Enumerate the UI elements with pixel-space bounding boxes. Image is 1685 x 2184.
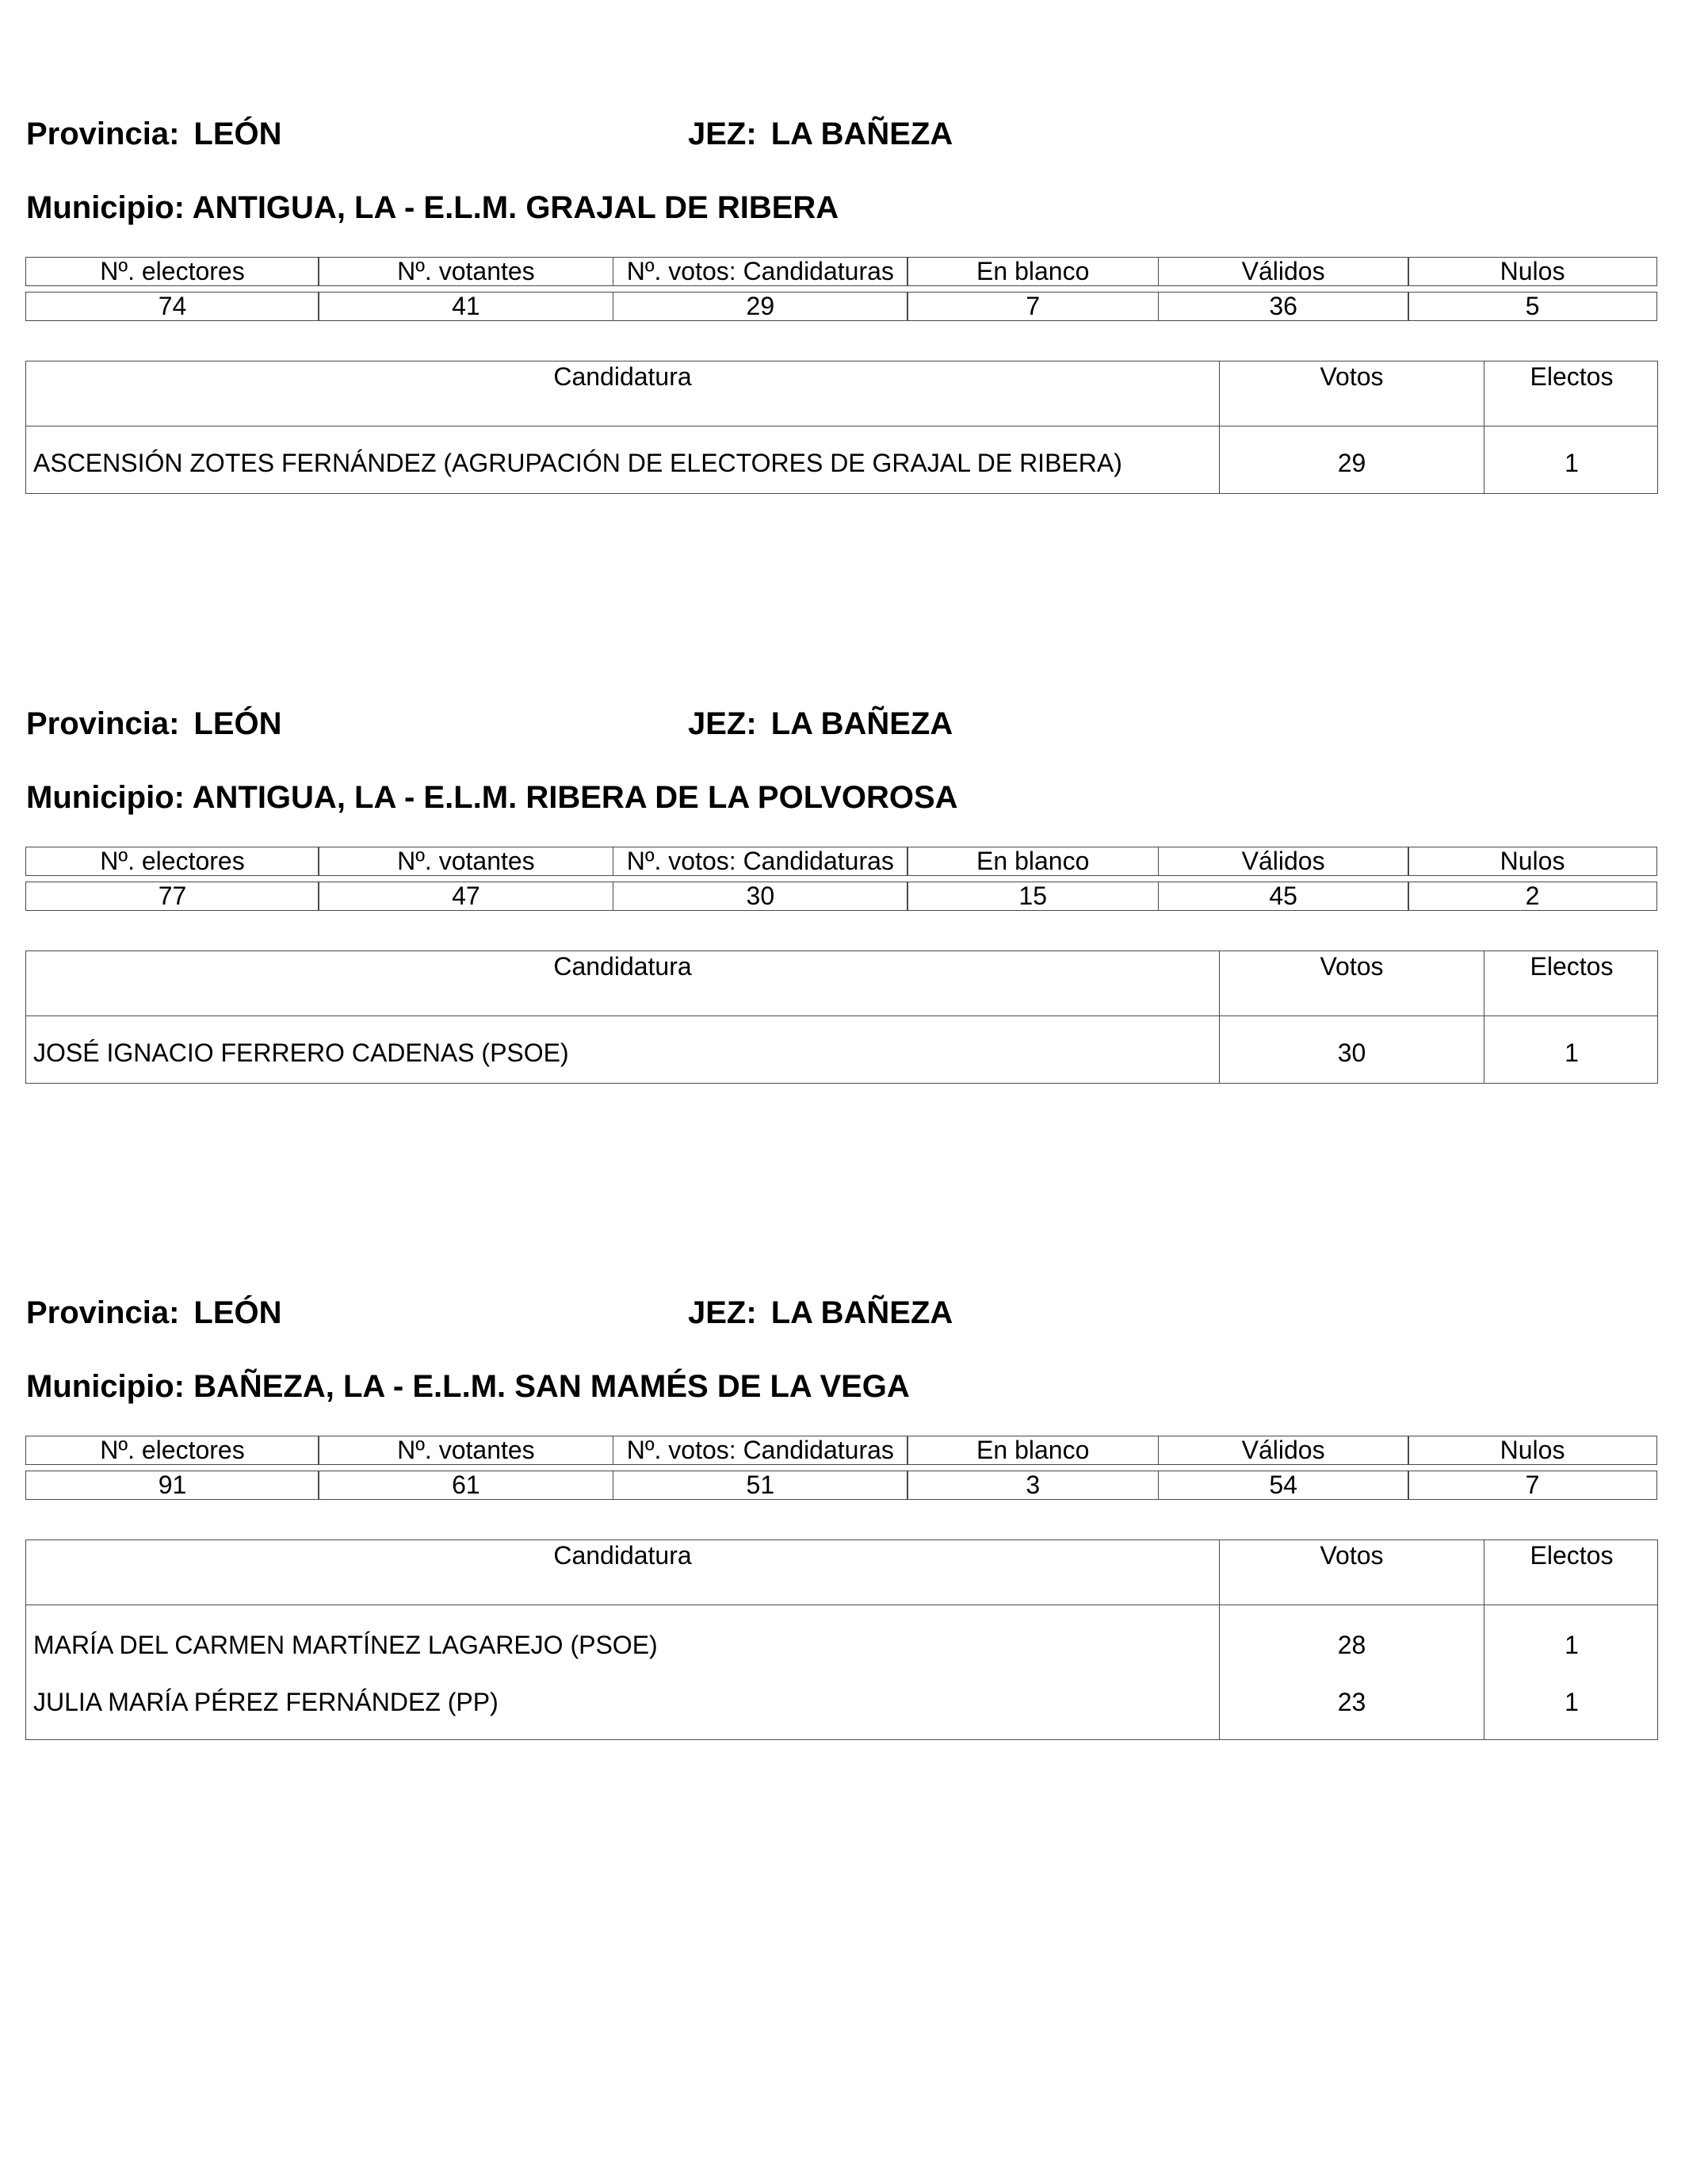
jez-heading: JEZ: LA BAÑEZA bbox=[688, 1295, 953, 1330]
result-section bbox=[0, 1179, 1685, 1750]
candidatura-header: Candidatura bbox=[553, 1541, 692, 1570]
jez-value: LA BAÑEZA bbox=[770, 706, 953, 741]
candidate-votos: 29 bbox=[1219, 426, 1484, 493]
summary-header-row bbox=[25, 847, 1658, 876]
summary-header-cell: En blanco bbox=[907, 847, 1159, 876]
candidate-electos: 1 bbox=[1484, 1677, 1659, 1739]
votos-header: Votos bbox=[1219, 1540, 1484, 1605]
summary-header-cell: Nº. votos: Candidaturas bbox=[613, 847, 908, 876]
provincia-value: LEÓN bbox=[193, 706, 282, 741]
summary-value-row bbox=[25, 882, 1658, 911]
votos-header: Votos bbox=[1219, 951, 1484, 1016]
summary-header-cell: Nº. electores bbox=[25, 847, 319, 876]
summary-table bbox=[25, 257, 1658, 323]
summary-value-cell: 77 bbox=[25, 882, 319, 911]
provincia-heading: Provincia: LEÓN bbox=[26, 117, 282, 151]
summary-value-row bbox=[25, 1471, 1658, 1500]
summary-value-cell: 29 bbox=[613, 292, 908, 321]
candidate-votos: 30 bbox=[1219, 1016, 1484, 1083]
summary-table bbox=[25, 847, 1658, 912]
jez-heading: JEZ: LA BAÑEZA bbox=[688, 706, 953, 741]
summary-header-cell: Nº. electores bbox=[25, 257, 319, 286]
summary-header-cell: Nº. votantes bbox=[318, 257, 613, 286]
summary-value-cell: 36 bbox=[1158, 292, 1409, 321]
candidate-electos: 1 bbox=[1484, 426, 1659, 493]
summary-value-cell: 5 bbox=[1408, 292, 1657, 321]
municipio-value: ANTIGUA, LA - E.L.M. GRAJAL DE RIBERA bbox=[192, 190, 839, 225]
table-row bbox=[26, 1677, 1657, 1739]
municipio-value: ANTIGUA, LA - E.L.M. RIBERA DE LA POLVOROSA bbox=[192, 780, 958, 815]
summary-header-cell: Nº. votos: Candidaturas bbox=[613, 1436, 908, 1465]
jez-value: LA BAÑEZA bbox=[770, 117, 953, 151]
jez-heading: JEZ: LA BAÑEZA bbox=[688, 117, 953, 151]
table-row bbox=[26, 1016, 1657, 1083]
summary-header-cell: Nulos bbox=[1408, 847, 1657, 876]
municipio-heading: Municipio: ANTIGUA, LA - E.L.M. RIBERA DE LA POLVOROSA bbox=[26, 780, 958, 815]
summary-value-cell: 30 bbox=[613, 882, 908, 911]
result-section bbox=[0, 590, 1685, 1161]
candidates-body bbox=[26, 1605, 1657, 1739]
table-row bbox=[26, 1605, 1657, 1677]
candidatura-header: Candidatura bbox=[553, 952, 692, 981]
summary-value-cell: 74 bbox=[25, 292, 319, 321]
table-row bbox=[26, 426, 1657, 493]
summary-value-cell: 41 bbox=[318, 292, 613, 321]
electos-header: Electos bbox=[1484, 1540, 1659, 1605]
summary-header-cell: Nulos bbox=[1408, 1436, 1657, 1465]
candidate-name: JULIA MARÍA PÉREZ FERNÁNDEZ (PP) bbox=[33, 1688, 499, 1716]
jez-value: LA BAÑEZA bbox=[770, 1295, 953, 1330]
summary-header-cell: Nº. votos: Candidaturas bbox=[613, 257, 908, 286]
provincia-value: LEÓN bbox=[193, 117, 282, 151]
electos-header: Electos bbox=[1484, 951, 1659, 1016]
candidates-body bbox=[26, 426, 1657, 493]
summary-header-cell: Válidos bbox=[1158, 1436, 1409, 1465]
candidatura-header: Candidatura bbox=[553, 362, 692, 391]
candidate-name: MARÍA DEL CARMEN MARTÍNEZ LAGAREJO (PSOE) bbox=[33, 1631, 658, 1659]
summary-header-cell: Nº. votantes bbox=[318, 847, 613, 876]
candidate-votos: 28 bbox=[1219, 1605, 1484, 1677]
municipio-value: BAÑEZA, LA - E.L.M. SAN MAMÉS DE LA VEGA bbox=[193, 1369, 910, 1404]
summary-header-cell: Válidos bbox=[1158, 257, 1409, 286]
summary-header-cell: En blanco bbox=[907, 1436, 1159, 1465]
votos-header: Votos bbox=[1219, 361, 1484, 426]
result-section bbox=[0, 0, 1685, 571]
summary-value-cell: 51 bbox=[613, 1471, 908, 1500]
summary-header-cell: Nº. votantes bbox=[318, 1436, 613, 1465]
summary-value-cell: 7 bbox=[907, 292, 1159, 321]
summary-value-cell: 91 bbox=[25, 1471, 319, 1500]
summary-value-cell: 47 bbox=[318, 882, 613, 911]
provincia-heading: Provincia: LEÓN bbox=[26, 706, 282, 741]
municipio-heading: Municipio: ANTIGUA, LA - E.L.M. GRAJAL DE RIBERA bbox=[26, 190, 839, 225]
candidates-body bbox=[26, 1016, 1657, 1083]
summary-value-cell: 45 bbox=[1158, 882, 1409, 911]
summary-header-row bbox=[25, 1436, 1658, 1465]
summary-value-cell: 2 bbox=[1408, 882, 1657, 911]
candidates-header-row bbox=[26, 1540, 1657, 1605]
candidates-table bbox=[25, 1540, 1658, 1740]
summary-value-cell: 3 bbox=[907, 1471, 1159, 1500]
candidate-name: ASCENSIÓN ZOTES FERNÁNDEZ (AGRUPACIÓN DE ELECTORES DE GRAJAL DE RIBERA) bbox=[33, 449, 1122, 477]
summary-header-row bbox=[25, 257, 1658, 286]
summary-header-cell: Válidos bbox=[1158, 847, 1409, 876]
candidate-name: JOSÉ IGNACIO FERRERO CADENAS (PSOE) bbox=[33, 1038, 569, 1067]
candidate-electos: 1 bbox=[1484, 1605, 1659, 1677]
summary-value-cell: 7 bbox=[1408, 1471, 1657, 1500]
candidate-electos: 1 bbox=[1484, 1016, 1659, 1083]
municipio-heading: Municipio: BAÑEZA, LA - E.L.M. SAN MAMÉS DE LA VEGA bbox=[26, 1369, 910, 1404]
candidates-table bbox=[25, 361, 1658, 494]
electos-header: Electos bbox=[1484, 361, 1659, 426]
candidate-votos: 23 bbox=[1219, 1677, 1484, 1739]
provincia-heading: Provincia: LEÓN bbox=[26, 1295, 282, 1330]
summary-header-cell: En blanco bbox=[907, 257, 1159, 286]
summary-header-cell: Nulos bbox=[1408, 257, 1657, 286]
summary-value-cell: 54 bbox=[1158, 1471, 1409, 1500]
summary-value-cell: 15 bbox=[907, 882, 1159, 911]
candidates-table bbox=[25, 950, 1658, 1084]
summary-table bbox=[25, 1436, 1658, 1501]
summary-header-cell: Nº. electores bbox=[25, 1436, 319, 1465]
candidates-header-row bbox=[26, 951, 1657, 1016]
summary-value-row bbox=[25, 292, 1658, 321]
provincia-value: LEÓN bbox=[193, 1295, 282, 1330]
summary-value-cell: 61 bbox=[318, 1471, 613, 1500]
candidates-header-row bbox=[26, 361, 1657, 426]
